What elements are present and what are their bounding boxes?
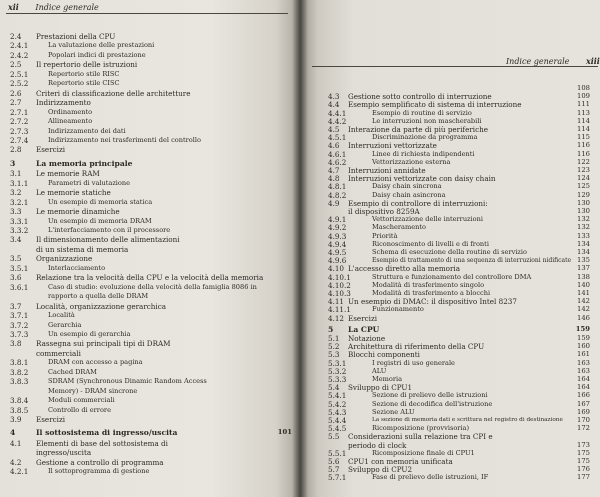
toc-page-number: 175: [577, 457, 590, 465]
left-running-title: Indice generale: [35, 3, 99, 12]
toc-title: Le memorie RAM: [36, 169, 100, 179]
toc-page-number: 169: [577, 407, 590, 416]
toc-title: L'accesso diretto alla memoria: [348, 264, 460, 274]
toc-page-number: 132: [577, 215, 590, 224]
toc-number: 5.4.2: [328, 399, 347, 409]
toc-page-number: 135: [577, 256, 590, 265]
toc-page-number: 138: [577, 272, 590, 281]
toc-title: di un sistema di memoria: [36, 244, 129, 254]
toc-number: 3.5.1: [10, 263, 29, 273]
toc-number: 4.7: [328, 166, 340, 175]
toc-title: La valutazione delle prestazioni: [48, 41, 155, 50]
toc-number: 3.1.1: [10, 178, 29, 188]
toc-number: 5.4.5: [328, 424, 347, 434]
toc-page-number: 129: [577, 190, 590, 199]
toc-page-number: 141: [577, 289, 590, 297]
toc-page-number: 113: [577, 108, 590, 117]
toc-title: Esempio di routine di servizio: [372, 108, 472, 117]
left-folio: xii: [8, 2, 19, 12]
right-running-title: Indice generale: [506, 57, 570, 66]
toc-page-number: 164: [577, 383, 590, 392]
toc-number: 5.5: [328, 432, 340, 442]
toc-page-number: 142: [577, 305, 590, 314]
toc-page-number: 161: [577, 350, 590, 359]
toc-number: 4.10.1: [328, 272, 351, 282]
toc-title: Considerazioni sulla relazione tra CPI e: [348, 432, 493, 442]
toc-number: 3.6.1: [10, 282, 29, 292]
toc-page-number: 177: [577, 473, 590, 482]
toc-title: Cached DRAM: [48, 367, 97, 376]
toc-number: 4.8: [328, 174, 340, 184]
toc-number: 4.9.2: [328, 223, 347, 233]
toc-page-number: 133: [577, 231, 590, 240]
toc-title: DRAM con accesso a pagina: [48, 358, 143, 367]
toc-title: Gerarchia: [48, 320, 82, 329]
toc-title: Le memorie statiche: [36, 188, 111, 198]
toc-number: 4.3: [328, 92, 340, 102]
toc-title: Le memorie dinamiche: [36, 207, 120, 217]
toc-title: Sviluppo di CPU1: [348, 383, 413, 393]
toc-title: Gestione a controllo di programma: [36, 457, 164, 467]
toc-number: 4: [10, 428, 16, 438]
toc-title: ingresso/uscita: [36, 448, 92, 458]
toc-number: 5.3.2: [328, 366, 347, 376]
toc-number: 3.2: [10, 188, 22, 198]
toc-number: 2.6: [10, 88, 22, 98]
toc-number: 3.2.1: [10, 197, 29, 207]
toc-title: ALU: [372, 366, 387, 375]
toc-title: CPU1 con memoria unificata: [348, 457, 453, 466]
toc-number: 2.4: [10, 32, 22, 41]
toc-title: Rassegna sui principali tipi di DRAM: [36, 339, 171, 349]
toc-page-number: 167: [577, 399, 590, 408]
toc-title: Località, organizzazione gerarchica: [36, 301, 167, 311]
toc-page-number: 170: [577, 416, 590, 424]
toc-number: 5.7: [328, 465, 340, 475]
toc-number: 3.7.1: [10, 311, 29, 321]
toc-number: 4.8.2: [328, 190, 347, 200]
toc-page-number: 134: [577, 239, 590, 248]
toc-number: 2.7.4: [10, 135, 29, 145]
toc-page-number: 123: [577, 166, 590, 174]
toc-number: 4.11.1: [328, 305, 351, 315]
toc-title: Moduli commerciali: [48, 396, 115, 405]
toc-title: Memory) - DRAM sincrone: [48, 386, 138, 395]
toc-number: 3.5: [10, 254, 22, 264]
toc-title: Funzionamento: [372, 305, 424, 314]
toc-number: 4.9.4: [328, 239, 347, 249]
toc-title: Interruzioni vettorizzate con daisy chain: [348, 174, 496, 184]
toc-title: Prestazioni della CPU: [36, 32, 116, 41]
toc-title: Sezione ALU: [372, 407, 415, 416]
toc-title: Esempio di trattamento di una sequenza di interruzioni nidificate: [372, 257, 572, 265]
toc-title: Blocchi componenti: [348, 350, 420, 360]
toc-title: Criteri di classificazione delle architetture: [36, 88, 191, 98]
toc-title: Esercizi: [36, 415, 66, 424]
toc-number: 4.9.1: [328, 215, 347, 225]
toc-page-number: 114: [577, 125, 590, 133]
toc-title: Vettorizzazione esterna: [372, 157, 451, 166]
toc-number: 3.1: [10, 169, 22, 179]
toc-page-number: 159: [575, 324, 590, 333]
toc-title: La sezione di memoria dati e scrittura nel registro di destinazione: [372, 417, 563, 423]
toc-page-number: 115: [577, 133, 590, 142]
toc-title: Relazione tra la velocità della CPU e la velocità della memoria: [36, 273, 264, 283]
toc-number: 4.8.1: [328, 182, 347, 192]
toc-page-number: 176: [577, 465, 590, 474]
toc-number: 2.5.2: [10, 79, 29, 89]
toc-title: Le interruzioni non mascherabili: [372, 116, 482, 125]
toc-number: 4.9.6: [328, 256, 347, 266]
toc-title: Architettura di riferimento della CPU: [348, 342, 485, 352]
toc-title: Esercizi: [348, 313, 378, 323]
toc-title: Interazione da parte di più periferiche: [348, 125, 488, 134]
toc-title: Daisy chain asincrona: [372, 190, 446, 199]
toc-title: Notazione: [348, 334, 386, 343]
toc-number: 4.4: [328, 100, 340, 110]
toc-number: 4.10: [328, 264, 345, 274]
toc-title: Mascheramento: [372, 223, 427, 232]
toc-page-number: 173: [577, 440, 590, 449]
toc-number: 3.3.1: [10, 216, 29, 226]
toc-page-number: 163: [577, 366, 590, 375]
toc-title: Linee di richiesta indipendenti: [372, 149, 475, 158]
toc-number: 4.6.1: [328, 149, 347, 159]
toc-title: Sviluppo di CPU2: [348, 465, 413, 475]
toc-number: 3.8.4: [10, 396, 29, 406]
toc-title: Sezione di decodifica dell'istruzione: [372, 399, 493, 408]
toc-number: 5.4.1: [328, 391, 347, 401]
right-folio: xiii: [585, 56, 600, 66]
toc-page-number: 125: [577, 182, 590, 191]
toc-number: 2.7: [10, 98, 22, 108]
toc-title: Fase di prelievo delle istruzioni, IF: [372, 473, 489, 482]
toc-number: 3.8.3: [10, 377, 29, 387]
toc-title: La memoria principale: [36, 158, 133, 168]
toc-number: 3.8.2: [10, 367, 29, 377]
toc-page-number: 130: [577, 198, 590, 207]
toc-title: Ricomposizione finale di CPU1: [372, 448, 475, 457]
toc-number: 4.10.3: [328, 289, 351, 298]
toc-number: 3.9: [10, 415, 22, 424]
toc-page-number: 146: [577, 313, 590, 322]
toc-title: Sezione di prelievo delle istruzioni: [372, 391, 488, 400]
toc-title: Esempio semplificato di sistema di interruzione: [348, 100, 522, 110]
toc-page-number: 172: [577, 424, 590, 433]
toc-number: 5.4.4: [328, 416, 347, 425]
toc-number: 4.2.1: [10, 467, 29, 477]
toc-title: Parametri di valutazione: [48, 178, 131, 187]
toc-number: 5.3: [328, 350, 340, 360]
toc-number: 4.9.5: [328, 248, 347, 257]
toc-title: Interlacciamento: [48, 263, 106, 272]
toc-number: 5.4.3: [328, 407, 347, 417]
toc-page-number: 114: [577, 116, 590, 125]
toc-number: 3.4: [10, 235, 22, 245]
toc-page-number: 160: [577, 342, 590, 351]
toc-title: rapporto a quella delle DRAM: [48, 292, 149, 301]
toc-title: Gestione sotto controllo di interruzione: [348, 92, 492, 102]
toc-title: Caso di studio: evoluzione della velocità della famiglia 8086 in: [48, 282, 257, 291]
toc-number: 5.7.1: [328, 473, 347, 483]
toc-page-number: 116: [577, 149, 590, 158]
toc-number: 5.1: [328, 334, 340, 343]
toc-title: Repertorio stile CISC: [48, 79, 120, 88]
toc-title: Indirizzamento dei dati: [48, 126, 126, 135]
toc-number: 2.7.2: [10, 117, 29, 127]
toc-number: 4.4.2: [328, 116, 347, 126]
toc-title: I registri di uso generale: [372, 358, 455, 367]
right-page: [300, 0, 600, 497]
toc-page-number: 130: [577, 207, 590, 215]
toc-number: 5.5.1: [328, 448, 347, 458]
toc-number: 3.8.1: [10, 358, 29, 368]
toc-title: L'interfacciamento con il processore: [48, 226, 171, 234]
toc-title: Esempio di controllore di interruzioni:: [348, 198, 488, 208]
toc-title: il dispositivo 8259A: [348, 207, 420, 216]
toc-page-number: 163: [577, 358, 590, 367]
toc-number: 2.4.2: [10, 50, 29, 60]
toc-number: 4.6.2: [328, 157, 347, 167]
toc-page-number: 164: [577, 375, 590, 383]
toc-number: 4.6: [328, 141, 340, 151]
toc-title: La CPU: [348, 324, 380, 334]
toc-page-number: 108: [577, 84, 590, 92]
toc-title: Riconoscimento di livelli e di fronti: [372, 239, 489, 248]
toc-number: 3.6: [10, 273, 22, 283]
toc-number: 3.7.3: [10, 329, 29, 339]
toc-number: 2.4.1: [10, 41, 29, 51]
toc-page-number: 175: [577, 448, 590, 457]
toc-title: Popolari indici di prestazione: [48, 50, 146, 59]
toc-page-number: 116: [577, 141, 590, 150]
toc-page-number: 159: [577, 334, 590, 342]
toc-title: periodo di clock: [348, 440, 407, 450]
toc-title: Il sottoprogramma di gestione: [48, 467, 150, 476]
toc-title: Elementi di base del sottosistema di: [36, 438, 168, 448]
toc-number: 4.10.2: [328, 280, 351, 290]
toc-title: Indirizzamento nei trasferimenti del controllo: [48, 135, 201, 144]
toc-number: 5: [328, 324, 334, 334]
toc-title: Indirizzamento: [36, 98, 91, 108]
toc-number: 3.7: [10, 301, 22, 311]
toc-title: Un esempio di memoria statica: [48, 197, 153, 206]
toc-title: Un esempio di gerarchia: [48, 329, 131, 338]
toc-title: Discriminazione da programma: [372, 133, 478, 142]
toc-title: Daisy chain sincrona: [372, 182, 442, 191]
toc-title: Allineamento: [48, 117, 93, 126]
toc-number: 5.2: [328, 342, 340, 352]
toc-number: 4.9: [328, 198, 340, 208]
toc-title: Modalità di trasferimento singolo: [372, 280, 485, 289]
toc-title: Il sottosistema di ingresso/uscita: [36, 428, 178, 438]
toc-title: Vettorizzazione delle interruzioni: [372, 215, 483, 224]
toc-title: Schema di esecuzione della routine di servizio: [372, 248, 527, 256]
book-gutter-shadow: [292, 0, 308, 497]
toc-page-number: 137: [577, 264, 590, 273]
toc-number: 2.8: [10, 145, 22, 155]
toc-number: 4.5.1: [328, 133, 347, 143]
toc-page-number: 142: [577, 297, 590, 306]
toc-page-number: 101: [277, 428, 292, 437]
toc-title: Interruzioni annidate: [348, 166, 426, 175]
toc-title: Un esempio di memoria DRAM: [48, 216, 152, 225]
toc-number: 2.5.1: [10, 69, 29, 79]
toc-title: Modalità di trasferimento a blocchi: [372, 289, 491, 297]
toc-number: 3.3: [10, 207, 22, 217]
toc-title: Esercizi: [36, 145, 66, 155]
toc-number: 4.9.3: [328, 231, 347, 241]
toc-page-number: 109: [577, 92, 590, 101]
toc-title: Ricomposizione (provvisoria): [372, 424, 470, 433]
toc-title: Ordinamento: [48, 107, 93, 116]
toc-number: 3.7.2: [10, 320, 29, 330]
toc-title: Controllo di errore: [48, 405, 111, 414]
toc-title: commerciali: [36, 348, 81, 358]
toc-title: Il repertorio delle istruzioni: [36, 60, 138, 70]
toc-number: 4.4.1: [328, 108, 347, 118]
toc-page-number: 124: [577, 174, 590, 183]
toc-title: Repertorio stile RISC: [48, 69, 120, 78]
toc-number: 3.8.5: [10, 405, 29, 415]
toc-number: 3.3.2: [10, 226, 29, 235]
toc-number: 4.1: [10, 438, 22, 448]
toc-page-number: 166: [577, 391, 590, 400]
toc-number: 3.8: [10, 339, 22, 349]
toc-title: Organizzazione: [36, 254, 93, 264]
toc-number: 4.11: [328, 297, 345, 307]
toc-number: 2.7.3: [10, 126, 29, 136]
toc-number: 5.3.1: [328, 358, 347, 368]
right-toc-list: [300, 0, 600, 497]
toc-number: 4.5: [328, 125, 340, 134]
toc-title: Il dimensionamento delle alimentazioni: [36, 235, 180, 245]
toc-title: Memoria: [372, 375, 403, 383]
toc-number: 2.5: [10, 60, 22, 70]
toc-number: 5.3.3: [328, 375, 347, 384]
toc-title: Località: [48, 311, 75, 320]
toc-title: Priorità: [372, 231, 398, 240]
toc-number: 5.6: [328, 457, 340, 466]
toc-number: 3: [10, 158, 16, 168]
toc-page-number: 140: [577, 280, 590, 289]
toc-title: Un esempio di DMAC: il dispositivo Intel 8237: [348, 297, 517, 307]
toc-title: Interruzioni vettorizzate: [348, 141, 437, 151]
toc-number: 4.2: [10, 457, 22, 467]
toc-page-number: 134: [577, 248, 590, 256]
toc-page-number: 132: [577, 223, 590, 232]
toc-page-number: 122: [577, 157, 590, 166]
toc-number: 4.12: [328, 313, 345, 323]
toc-title: SDRAM (Synchronous Dinamic Random Access: [48, 377, 207, 386]
toc-number: 5.4: [328, 383, 340, 393]
toc-number: 2.7.1: [10, 107, 29, 117]
toc-page-number: 111: [577, 100, 590, 109]
toc-title: Struttura e funzionamento del controllore DMA: [372, 272, 532, 281]
